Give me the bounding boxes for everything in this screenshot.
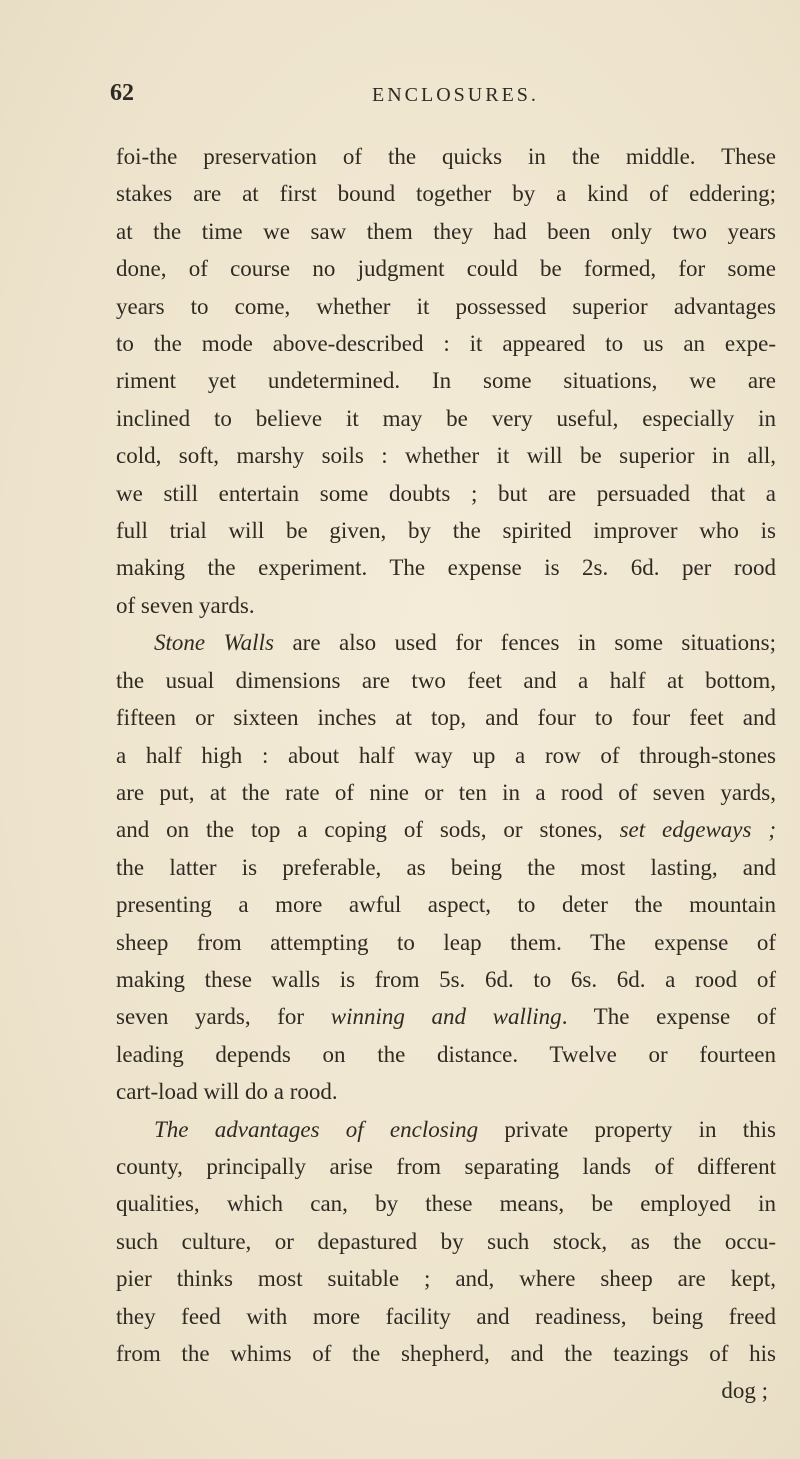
text-line	[116, 138, 776, 175]
running-title: ENCLOSURES.	[372, 84, 539, 106]
text-run: they feed with more facility and readiness, being freed	[116, 1303, 776, 1329]
text-run: at the time we saw them they had been only two years	[116, 218, 776, 244]
text-run: stakes are at first bound together by a kind of eddering;	[116, 181, 776, 207]
text-line	[116, 1185, 776, 1222]
text-line	[116, 587, 776, 624]
italic-text: set edgeways ;	[619, 817, 776, 843]
text-run: cart-load will do a rood.	[116, 1079, 338, 1105]
text-line	[116, 475, 776, 512]
body-text	[116, 138, 776, 1410]
text-run: foi-the preservation of the quicks in the middle. These	[116, 144, 776, 169]
text-line	[116, 624, 776, 661]
text-line	[116, 1298, 776, 1335]
text-run: we still entertain some doubts ; but are persuaded that a	[116, 480, 776, 506]
text-line	[116, 1260, 776, 1297]
text-run: from the whims of the shepherd, and the teazings of his	[116, 1341, 776, 1366]
text-run: county, principally arise from separating lands of different	[116, 1153, 776, 1179]
text-line	[116, 998, 776, 1035]
text-line	[116, 662, 776, 699]
text-line	[116, 325, 776, 362]
text-run: making these walls is from 5s. 6d. to 6s. 6d. a rood of	[116, 966, 776, 992]
text-run: the latter is preferable, as being the most lasting, and	[116, 854, 776, 880]
text-line	[116, 1223, 776, 1260]
italic-text: Stone Walls	[154, 630, 274, 656]
text-line	[116, 362, 776, 399]
text-run: qualities, which can, by these means, be employed in	[116, 1191, 776, 1217]
text-line	[116, 250, 776, 287]
text-line	[116, 699, 776, 736]
text-line	[116, 1111, 776, 1148]
text-line	[116, 774, 776, 811]
text-run: . The expense of	[561, 1004, 776, 1030]
text-run: cold, soft, marshy soils : whether it will be superior in all,	[116, 443, 776, 469]
italic-text: winning and walling	[330, 1004, 562, 1030]
text-run: seven yards, for	[116, 1004, 331, 1030]
text-run: of seven yards.	[116, 592, 255, 618]
text-run: such culture, or depastured by such stock, as the occu-	[116, 1228, 776, 1254]
text-run: riment yet undetermined. In some situations, we are	[116, 368, 776, 394]
text-run: presenting a more awful aspect, to deter the mountain	[116, 892, 776, 918]
text-run: the usual dimensions are two feet and a half at bottom,	[116, 667, 776, 693]
text-line	[116, 1335, 776, 1372]
text-line	[116, 961, 776, 998]
text-line	[116, 400, 776, 437]
text-line	[116, 288, 776, 325]
text-run: fifteen or sixteen inches at top, and four to four feet and	[116, 705, 776, 731]
text-run: and on the top a coping of sods, or stones,	[116, 817, 620, 843]
text-run: sheep from attempting to leap them. The expense of	[116, 929, 776, 955]
text-run: a half high : about half way up a row of through-stones	[116, 742, 776, 768]
text-run: done, of course no judgment could be formed, for some	[116, 256, 776, 282]
text-line	[116, 1148, 776, 1185]
text-run: making the experiment. The expense is 2s. 6d. per rood	[116, 555, 776, 581]
text-line	[116, 886, 776, 923]
text-line	[116, 512, 776, 549]
text-line	[116, 849, 776, 886]
text-run: pier thinks most suitable ; and, where sheep are kept,	[116, 1266, 776, 1292]
text-run: are also used for fences in some situations;	[273, 630, 776, 656]
text-run: years to come, whether it possessed superior advantages	[116, 293, 776, 319]
text-line	[116, 811, 776, 848]
text-run: to the mode above-described : it appeared to us an expe-	[116, 331, 776, 357]
text-line	[116, 1036, 776, 1073]
italic-text: The advantages of enclosing	[154, 1116, 479, 1142]
text-line	[116, 175, 776, 212]
text-run: are put, at the rate of nine or ten in a rood of seven yards,	[116, 779, 776, 805]
text-line	[116, 924, 776, 961]
catchword: dog ;	[721, 1378, 768, 1404]
text-run: inclined to believe it may be very useful, especially in	[116, 405, 776, 431]
text-run: private property in this	[478, 1116, 776, 1142]
text-line	[116, 549, 776, 586]
text-line	[116, 1073, 776, 1110]
text-run: leading depends on the distance. Twelve or fourteen	[116, 1041, 776, 1067]
text-line	[116, 737, 776, 774]
text-line	[116, 213, 776, 250]
page-number: 62	[110, 80, 134, 106]
text-run: full trial will be given, by the spirited improver who is	[116, 518, 776, 544]
text-line	[116, 437, 776, 474]
